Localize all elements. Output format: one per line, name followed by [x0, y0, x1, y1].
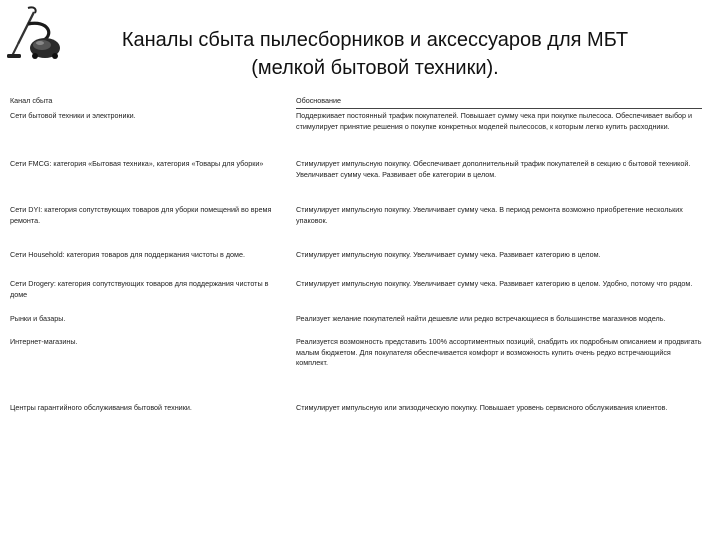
title-line-1: Каналы сбыта пылесборников и аксессуаров для МБТ: [121, 29, 629, 51]
table-row: [10, 337, 702, 369]
page-title: [60, 26, 690, 82]
channel-cell: Сети Household: категория товаров для поддержания чистоты в доме.: [10, 249, 245, 259]
channel-cell: Интернет-магазины.: [10, 336, 78, 346]
table-row: [10, 111, 702, 133]
header-channel: Канал сбыта: [10, 96, 53, 105]
vacuum-cleaner-icon: [4, 4, 64, 62]
title-line-2: (мелкой бытовой техники).: [251, 57, 499, 79]
reason-cell: Стимулирует импульсную покупку. Увеличивает сумму чека. Развивает категорию в целом. Удобно, потому что рядом.: [296, 279, 693, 289]
table-row: [10, 314, 702, 325]
reason-cell: Стимулирует импульсную или эпизодическую покупку. Повышает уровень сервисного обслуживания клиентов.: [296, 403, 668, 413]
reason-cell: Реализуется возможность представить 100% ассортиментных позиций, снабдить их подробным описанием и продвигать малым бюджетом. Для покупателя обеспечивается комфорт и возможность купить очень редко встречающийся комплект.: [296, 336, 702, 368]
reason-cell: Стимулирует импульсную покупку. Увеличивает сумму чека. В период ремонта возможно приобретение нескольких упаковок.: [296, 204, 683, 225]
reason-cell: Поддерживает постоянный трафик покупателей. Повышает сумму чека при покупке пылесоса. Обеспечивает выбор и стимулирует принятие решения о покупке конкретных моделей пылесосов, к которым легко купить расходники.: [296, 110, 693, 131]
table-header: [10, 96, 702, 109]
table-row: [10, 250, 702, 261]
channel-cell: Центры гарантийного обслуживания бытовой техники.: [10, 403, 192, 413]
channel-cell: Сети Drogery: категория сопутствующих товаров для поддержания чистоты в доме: [10, 279, 269, 300]
reason-cell: Стимулирует импульсную покупку. Обеспечивает дополнительный трафик покупателей в секцию с бытовой техникой. Увеличивает сумму чека. Развивает обе категории в целом.: [296, 159, 691, 180]
channel-cell: Сети бытовой техники и электроники.: [10, 110, 136, 120]
reason-cell: Реализует желание покупателей найти дешевле или редко встречающиеся в большинстве магазинов модель.: [296, 313, 666, 323]
table-row: [10, 205, 702, 227]
table-row: [10, 279, 702, 301]
channel-cell: Рынки и базары.: [10, 313, 66, 323]
channel-cell: Сети DYI: категория сопутствующих товаров для уборки помещений во время ремонта.: [10, 204, 272, 225]
table-row: [10, 403, 702, 414]
table-row: [10, 159, 702, 181]
header-reason: Обоснование: [296, 96, 702, 109]
channels-table: [10, 96, 702, 414]
channel-cell: Сети FMCG: категория «Бытовая техника», категория «Товары для уборки»: [10, 159, 264, 169]
reason-cell: Стимулирует импульсную покупку. Увеличивает сумму чека. Развивает категорию в целом.: [296, 249, 601, 259]
